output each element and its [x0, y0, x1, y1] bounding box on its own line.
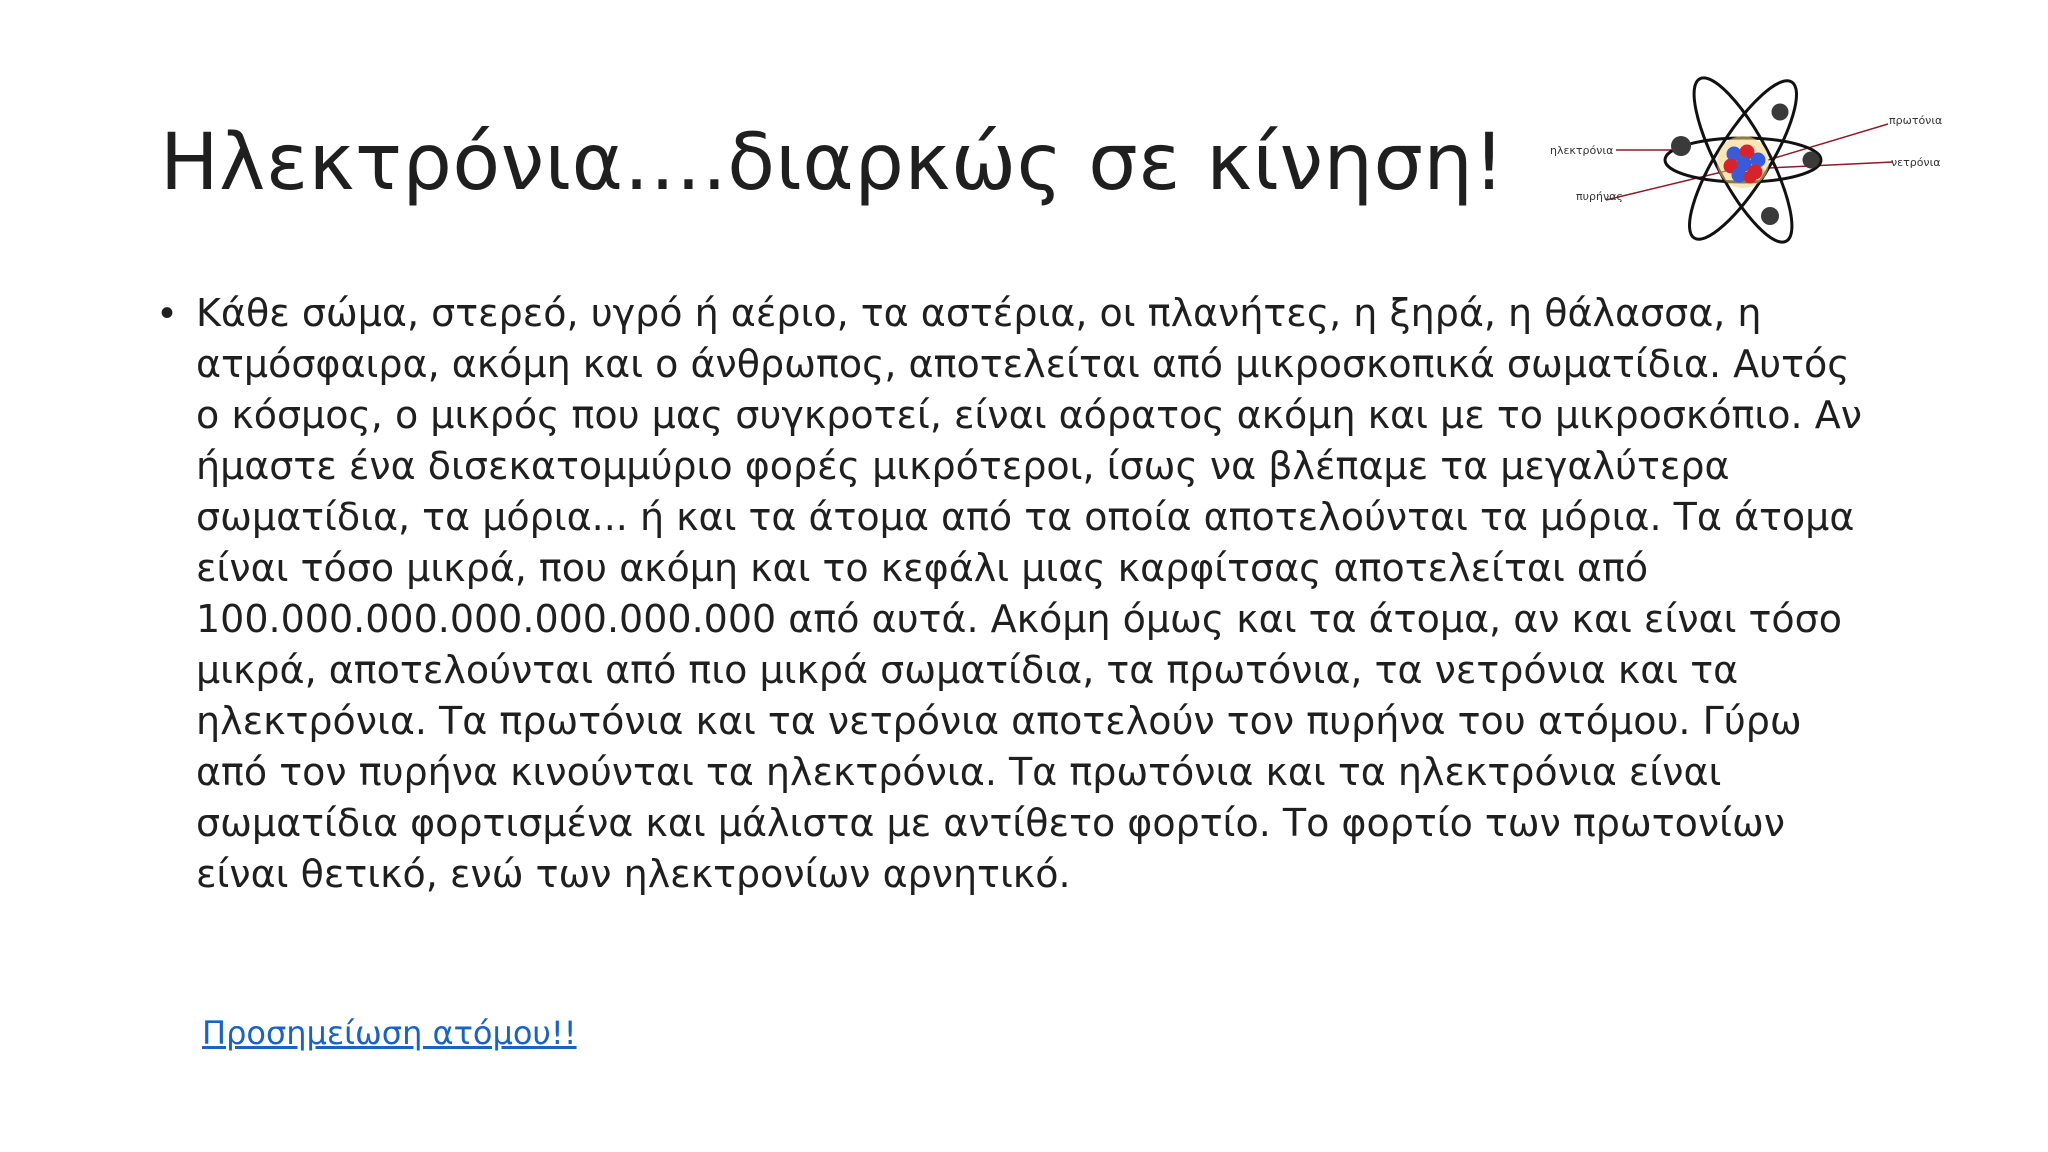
- content-list: [160, 288, 1880, 900]
- bullet-icon: •: [160, 291, 175, 335]
- atom-diagram: [1548, 56, 1943, 262]
- neutrons-leader-line: [1768, 162, 1893, 168]
- label-electrons: ηλεκτρόνια: [1550, 144, 1614, 157]
- atom-notation-link[interactable]: Προσημείωση ατόμου!!: [202, 1014, 577, 1052]
- list-item: [160, 288, 1880, 900]
- bullet-paragraph: Κάθε σώμα, στερεό, υγρό ή αέριο, τα αστέρια, οι πλανήτες, η ξηρά, η θάλασσα, η ατμόσφαιρα, ακόμη και ο άνθρωπος, αποτελείται από μικροσκοπικά σωματίδια. Αυτός ο κόσμος, ο μικρός που μας συγκροτεί, είναι αόρατος ακόμη και με το μικροσκόπιο. Αν ήμαστε ένα δισεκατομμύριο φορές μικρότεροι, ίσως να βλέπαμε τα μεγαλύτερα σωματίδια, τα μόρια... ή και τα άτομα από τα οποία αποτελούνται τα μόρια. Τα άτομα είναι τόσο μικρά, που ακόμη και το κεφάλι μιας καρφίτσας αποτελείται από 100.000.000.000.000.000.000 από αυτά. Ακόμη όμως και τα άτομα, αν και είναι τόσο μικρά, αποτελούνται από πιο μικρά σωματίδια, τα πρωτόνια, τα νετρόνια και τα ηλεκτρόνια. Τα πρωτόνια και τα νετρόνια αποτελούν τον πυρήνα του ατόμου. Γύρω από τον πυρήνα κινούνται τα ηλεκτρόνια. Τα πρωτόνια και τα ηλεκτρόνια είναι σωματίδια φορτισμένα και μάλιστα με αντίθετο φορτίο. Το φορτίο των πρωτονίων είναι θετικό, ενώ των ηλεκτρονίων αρνητικό.: [196, 291, 1862, 896]
- nucleus-leader-line: [1606, 171, 1726, 200]
- label-protons: πρωτόνια: [1889, 114, 1943, 127]
- slide-title: Ηλεκτρόνια….διαρκώς σε κίνηση!: [160, 118, 1506, 208]
- label-nucleus: πυρήνας: [1576, 190, 1623, 203]
- label-neutrons: νετρόνια: [1891, 156, 1941, 169]
